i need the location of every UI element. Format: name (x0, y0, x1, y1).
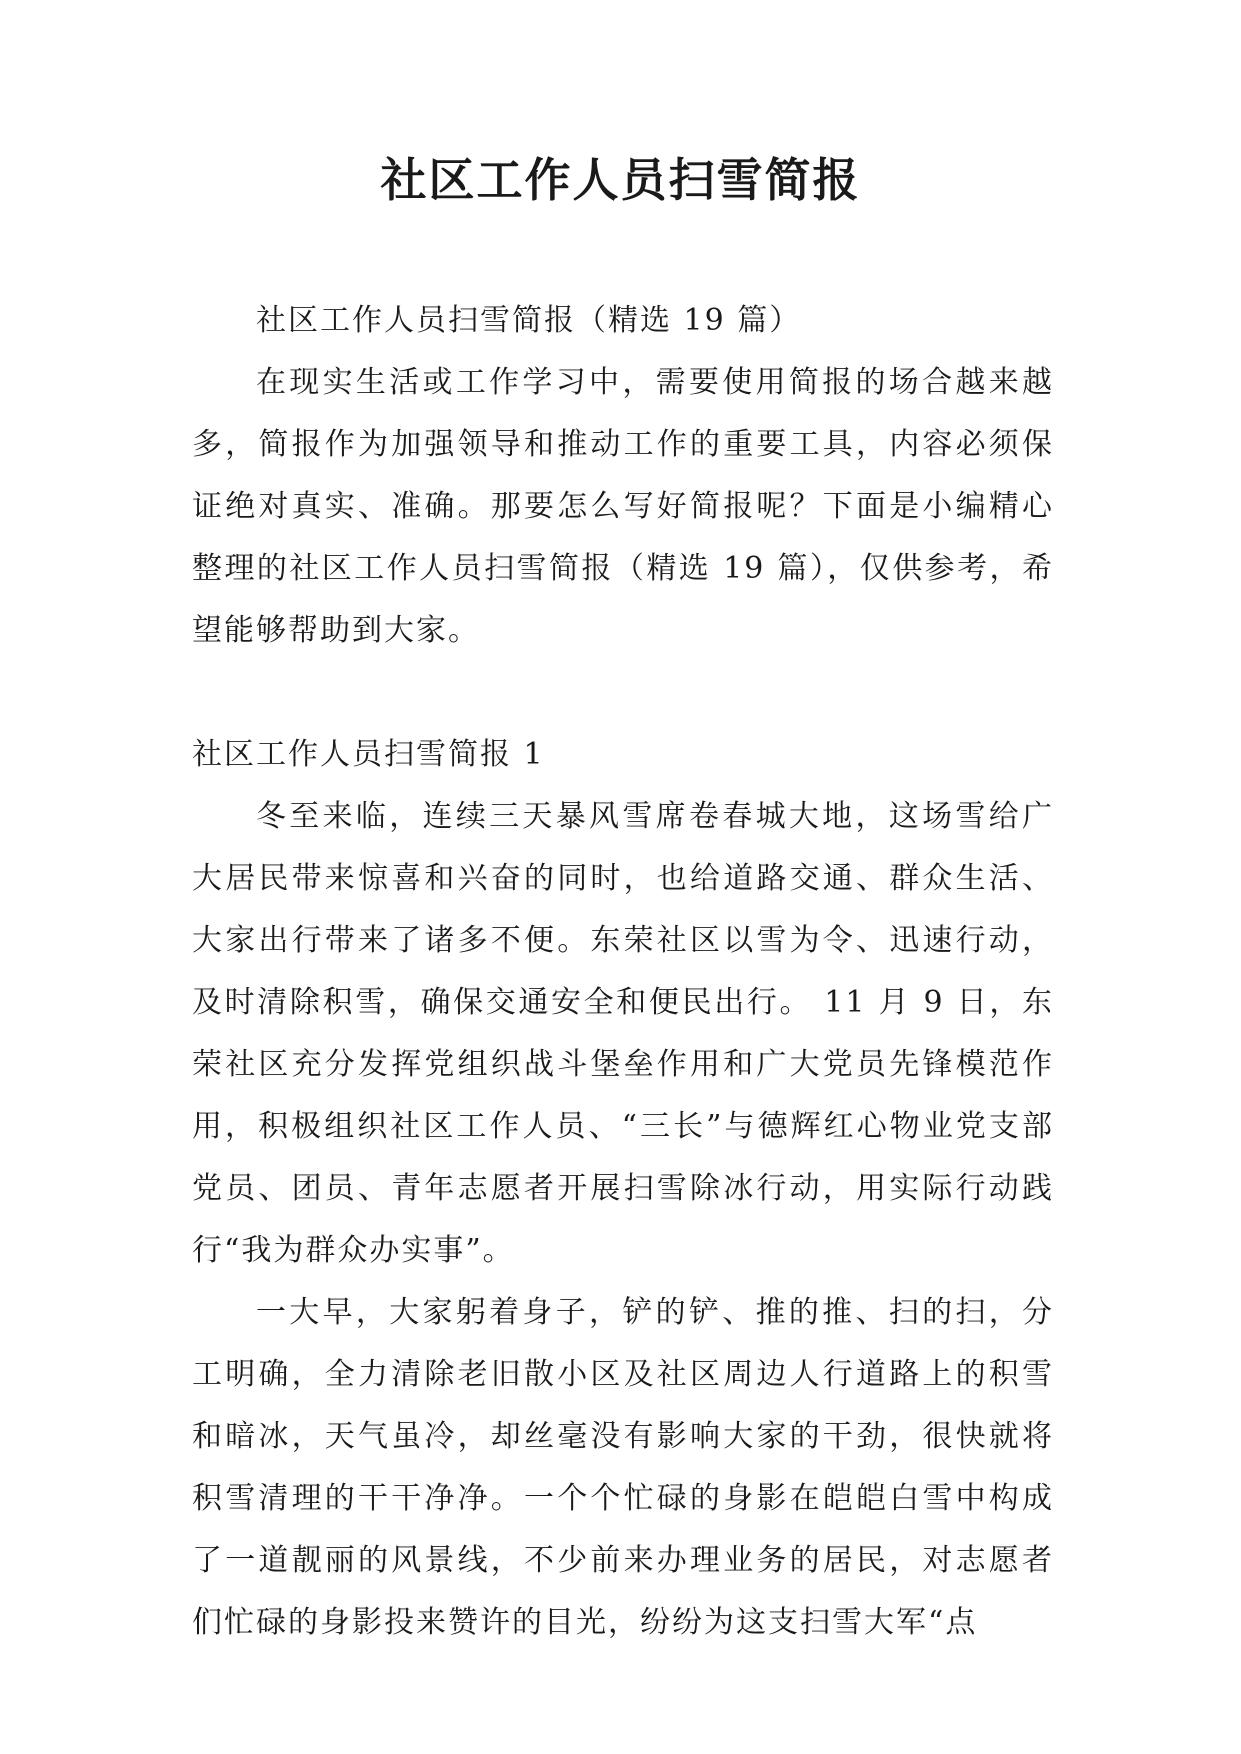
section-1-heading: 社区工作人员扫雪简报 1 (192, 737, 545, 772)
intro-heading: 社区工作人员扫雪简报（精选 19 篇） (256, 303, 802, 338)
intro-paragraph: 在现实生活或工作学习中，需要使用简报的场合越来越多，简报作为加强领导和推动工作的重要工具，内容必须保证绝对真实、准确。那要怎么写好简报呢？下面是小编精心整理的社区工作人员扫雪简报（精选 19 篇），仅供参考，希望能够帮助到大家。 (192, 365, 1054, 648)
document-title: 社区工作人员扫雪简报 (380, 153, 861, 207)
section-spacer (192, 662, 1054, 724)
document-body (192, 290, 1054, 1654)
section-1-paragraph-1: 冬至来临，连续三天暴风雪席卷春城大地，这场雪给广大居民带来惊喜和兴奋的同时，也给道路交通、群众生活、大家出行带来了诸多不便。东荣社区以雪为令、迅速行动，及时清除积雪，确保交通安全和便民出行。 11 月 9 日，东荣社区充分发挥党组织战斗堡垒作用和广大党员先锋模范作用，积极组织社区工作人员、“三长”与德辉红心物业党支部党员、团员、青年志愿者开展扫雪除冰行动，用实际行动践行“我为群众办实事”。 (192, 799, 1054, 1268)
section-1-paragraph-2: 一大早，大家躬着身子，铲的铲、推的推、扫的扫，分工明确，全力清除老旧散小区及社区周边人行道路上的积雪和暗冰，天气虽冷，却丝毫没有影响大家的干劲，很快就将积雪清理的干干净净。一个个忙碌的身影在皑皑白雪中构成了一道靓丽的风景线，不少前来办理业务的居民，对志愿者们忙碌的身影投来赞许的目光，纷纷为这支扫雪大军“点 (192, 1295, 1054, 1640)
